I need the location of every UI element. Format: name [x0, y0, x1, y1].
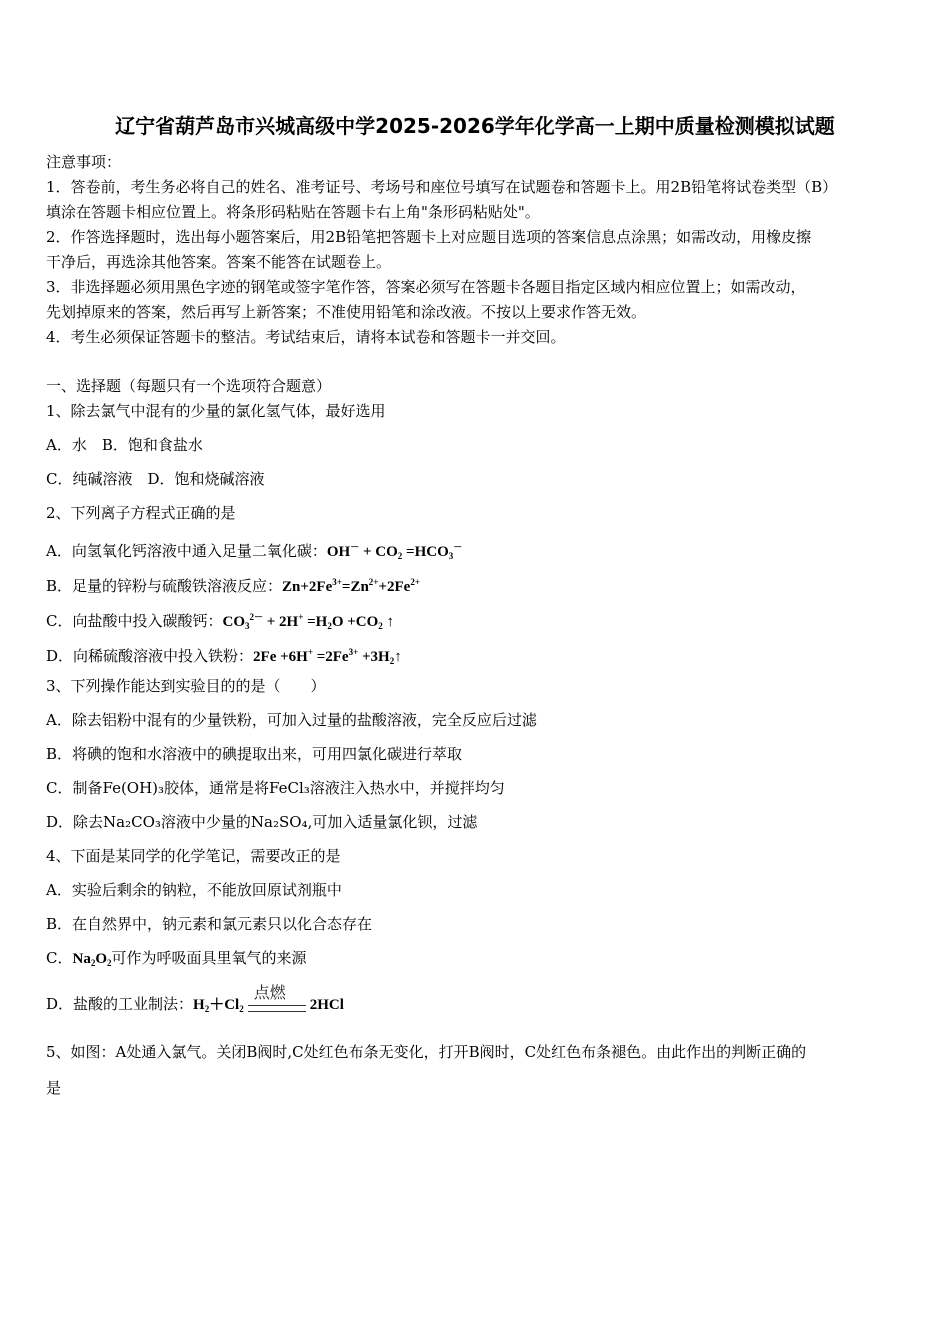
notice-line-1: 1．答卷前，考生务必将自己的姓名、准考证号、考场号和座位号填写在试题卷和答题卡上。用2B铅笔将试卷类型（B）	[46, 178, 838, 196]
exam-title: 辽宁省葫芦岛市兴城高级中学2025-2026学年化学高一上期中质量检测模拟试题	[115, 114, 835, 138]
q4-option-d-product: 2HCl	[309, 997, 344, 1013]
notice-line-2: 填涂在答题卡相应位置上。将条形码粘贴在答题卡右上角"条形码粘贴处"。	[46, 203, 540, 221]
q2-option-a	[46, 537, 462, 566]
q2-stem: 2、下列离子方程式正确的是	[46, 504, 236, 522]
q2-option-d	[46, 642, 402, 671]
q3-option-c: C．制备Fe(OH)₃胶体，通常是将FeCl₃溶液注入热水中，并搅拌均匀	[46, 779, 505, 797]
notice-line-6: 先划掉原来的答案，然后再写上新答案；不准使用铅笔和涂改液。不按以上要求作答无效。	[46, 303, 647, 321]
q2-option-c-text: C．向盐酸中投入碳酸钙：	[46, 612, 223, 630]
q3-option-d: D．除去Na₂CO₃溶液中少量的Na₂SO₄,可加入适量氯化钡，过滤	[46, 813, 478, 831]
q2-option-d-equation: $2Fe +6H^+ =2Fe^{3+}$ $+3H_2↑$	[253, 647, 402, 666]
notice-heading: 注意事项：	[46, 153, 122, 171]
q2-option-b-equation: $Zn+2Fe^{3+}=Zn^{2+}+2Fe^{2+}$	[282, 577, 420, 595]
q3-stem: 3、下列操作能达到实验目的的是（ ）	[46, 677, 326, 695]
notice-line-5: 3．非选择题必须用黑色字迹的钢笔或签字笔作答，答案必须写在答题卡各题目指定区域内相应位置上；如需改动，	[46, 278, 806, 296]
q2-option-a-text: A．向氢氧化钙溶液中通入足量二氧化碳：	[46, 542, 327, 560]
q4-option-d-reactants: $H_2+Cl_2$	[193, 997, 244, 1014]
q2-option-a-equation: $OH^- + CO_2 =HCO_3^-$	[326, 542, 463, 561]
q2-option-c	[46, 607, 394, 636]
q4-option-c	[46, 948, 307, 973]
q4-option-c-formula: $Na_2O_2$	[72, 951, 112, 968]
q4-stem: 4、下面是某同学的化学笔记，需要改正的是	[46, 847, 341, 865]
notice-line-3: 2．作答选择题时，选出每小题答案后，用2B铅笔把答题卡上对应题目选项的答案信息点涂黑；如需改动，用橡皮擦	[46, 228, 812, 246]
q4-option-c-prefix: C．	[46, 949, 73, 967]
q2-option-b-text: B．足量的锌粉与硫酸铁溶液反应：	[46, 577, 283, 595]
q4-option-d	[46, 983, 344, 1019]
q5-stem-line-1: 5、如图：A处通入氯气。关闭B阀时,C处红色布条无变化，打开B阀时，C处红色布条褪色。由此作出的判断正确的	[46, 1043, 807, 1061]
q5-stem-line-2: 是	[46, 1079, 62, 1097]
q2-option-d-text: D．向稀硫酸溶液中投入铁粉：	[46, 647, 254, 665]
q1-options-cd: C．纯碱溶液 D．饱和烧碱溶液	[46, 470, 265, 488]
section-heading: 一、选择题（每题只有一个选项符合题意）	[46, 377, 332, 395]
q3-option-a: A．除去铝粉中混有的少量铁粉，可加入过量的盐酸溶液，完全反应后过滤	[46, 711, 537, 729]
q4-option-d-text: D．盐酸的工业制法：	[46, 995, 194, 1013]
ignition-condition-label: 点燃	[253, 983, 286, 1002]
notice-line-4: 干净后，再选涂其他答案。答案不能答在试题卷上。	[46, 253, 392, 271]
q4-option-a: A．实验后剩余的钠粒，不能放回原试剂瓶中	[46, 881, 342, 899]
equals-sign	[248, 1005, 306, 1012]
q4-option-b: B．在自然界中，钠元素和氯元素只以化合态存在	[46, 915, 373, 933]
q2-option-b	[46, 572, 420, 597]
q2-option-c-equation: $CO_3^{2-} + 2H^+ =H_2O +CO_2$ ↑	[222, 612, 395, 631]
notice-line-7: 4．考生必须保证答题卡的整洁。考试结束后，请将本试卷和答题卡一并交回。	[46, 328, 566, 346]
q1-stem: 1、除去氯气中混有的少量的氯化氢气体，最好选用	[46, 402, 386, 420]
q1-options-ab: A．水 B．饱和食盐水	[46, 436, 203, 454]
ignition-condition	[248, 983, 306, 1015]
q4-option-c-text: 可作为呼吸面具里氧气的来源	[111, 949, 307, 967]
q3-option-b: B．将碘的饱和水溶液中的碘提取出来，可用四氯化碳进行萃取	[46, 745, 463, 763]
